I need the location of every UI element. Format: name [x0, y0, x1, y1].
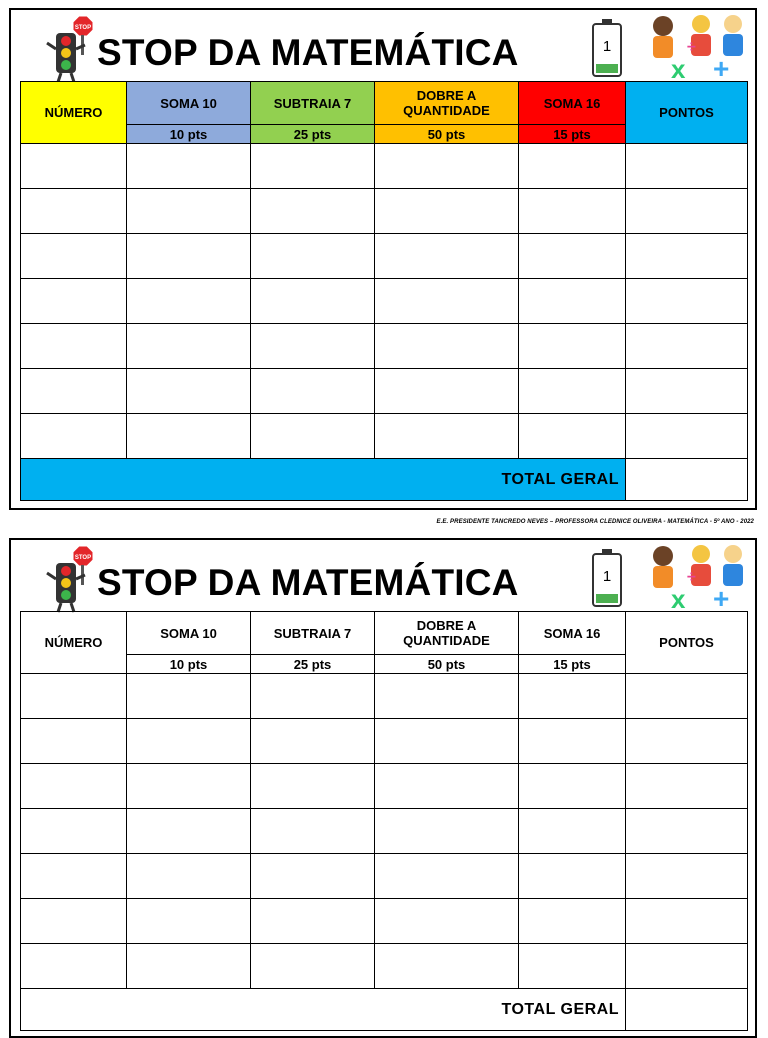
cell[interactable] [626, 944, 748, 989]
header-soma10: SOMA 10 [127, 612, 251, 655]
score-table [20, 611, 748, 1031]
battery-icon [590, 17, 624, 79]
stop-sheet-2 [9, 538, 757, 1038]
svg-text:x: x [671, 54, 686, 82]
cell[interactable] [21, 809, 127, 854]
cell[interactable] [375, 944, 519, 989]
header-soma16: SOMA 16 [519, 612, 626, 655]
cell[interactable] [127, 234, 251, 279]
cell[interactable] [519, 234, 626, 279]
cell[interactable] [251, 944, 375, 989]
cell[interactable] [626, 369, 748, 414]
header-soma16: SOMA 16 [519, 82, 626, 125]
cell[interactable] [626, 279, 748, 324]
cell[interactable] [375, 324, 519, 369]
cell[interactable] [127, 414, 251, 459]
header-dobre-line1: DOBRE A [416, 618, 477, 633]
cell[interactable] [519, 764, 626, 809]
total-label: TOTAL GERAL [21, 459, 626, 501]
cell[interactable] [127, 189, 251, 234]
cell[interactable] [375, 144, 519, 189]
cell[interactable] [375, 674, 519, 719]
cell[interactable] [375, 189, 519, 234]
points-subtraia7: 25 pts [251, 125, 375, 144]
cell[interactable] [127, 944, 251, 989]
cell[interactable] [626, 854, 748, 899]
header-dobre-line2: QUANTIDADE [403, 103, 490, 118]
cell[interactable] [519, 719, 626, 764]
header-dobre [375, 82, 519, 125]
cell[interactable] [519, 324, 626, 369]
cell[interactable] [127, 854, 251, 899]
cell[interactable] [519, 189, 626, 234]
total-label: TOTAL GERAL [21, 989, 626, 1031]
header-dobre-line1: DOBRE A [416, 88, 477, 103]
traffic-light-icon [39, 545, 99, 613]
cell[interactable] [626, 234, 748, 279]
sheet-header [11, 10, 755, 82]
table-row [21, 369, 748, 414]
cell[interactable] [519, 369, 626, 414]
cell[interactable] [21, 234, 127, 279]
footer-credit: E.E. PRESIDENTE TANCREDO NEVES – PROFESSORA CLEDNICE OLIVEIRA - MATEMÁTICA - 5º ANO - 2022 [436, 519, 754, 525]
cell[interactable] [251, 899, 375, 944]
cell[interactable] [251, 809, 375, 854]
cell[interactable] [21, 899, 127, 944]
cell[interactable] [626, 809, 748, 854]
battery-number: 1 [602, 568, 612, 585]
svg-text:+: + [713, 583, 730, 612]
stop-sign-icon [73, 16, 93, 36]
stop-sheet-1 [9, 8, 757, 510]
points-subtraia7: 25 pts [251, 655, 375, 674]
cell[interactable] [626, 324, 748, 369]
svg-text:x: x [671, 584, 686, 612]
cell[interactable] [21, 674, 127, 719]
table-row [21, 144, 748, 189]
cell[interactable] [21, 369, 127, 414]
table-row [21, 414, 748, 459]
header-subtraia7: SUBTRAIA 7 [251, 82, 375, 125]
cell[interactable] [21, 144, 127, 189]
cell[interactable] [251, 144, 375, 189]
cell[interactable] [251, 279, 375, 324]
cell[interactable] [251, 854, 375, 899]
total-row [21, 459, 748, 501]
cell[interactable] [127, 369, 251, 414]
cell[interactable] [519, 674, 626, 719]
cell[interactable] [626, 189, 748, 234]
battery-number: 1 [602, 38, 612, 55]
cell[interactable] [251, 764, 375, 809]
svg-text:+: + [713, 53, 730, 82]
table-row [21, 324, 748, 369]
cell[interactable] [21, 324, 127, 369]
table-row [21, 764, 748, 809]
header-dobre [375, 612, 519, 655]
cell[interactable] [626, 764, 748, 809]
svg-text:÷: ÷ [687, 39, 696, 56]
header-soma10: SOMA 10 [127, 82, 251, 125]
cell[interactable] [626, 414, 748, 459]
table-row [21, 674, 748, 719]
cell[interactable] [375, 719, 519, 764]
cell[interactable] [127, 279, 251, 324]
stop-sign-label: STOP [74, 25, 92, 31]
cell[interactable] [127, 764, 251, 809]
cell[interactable] [251, 234, 375, 279]
total-cell[interactable] [626, 459, 748, 501]
kids-math-illustration [641, 12, 749, 82]
cell[interactable] [251, 189, 375, 234]
header-subtraia7: SUBTRAIA 7 [251, 612, 375, 655]
points-soma16: 15 pts [519, 125, 626, 144]
score-table [20, 81, 748, 501]
cell[interactable] [519, 809, 626, 854]
total-cell[interactable] [626, 989, 748, 1031]
points-soma16: 15 pts [519, 655, 626, 674]
cell[interactable] [251, 414, 375, 459]
page-title: STOP DA MATEMÁTICA [97, 32, 519, 73]
table-row [21, 719, 748, 764]
cell[interactable] [127, 674, 251, 719]
cell[interactable] [519, 854, 626, 899]
header-pontos: PONTOS [626, 612, 748, 674]
table-row [21, 899, 748, 944]
table-row [21, 234, 748, 279]
cell[interactable] [251, 369, 375, 414]
cell[interactable] [21, 854, 127, 899]
battery-icon [590, 547, 624, 609]
table-row [21, 944, 748, 989]
cell[interactable] [375, 854, 519, 899]
page-title: STOP DA MATEMÁTICA [97, 562, 519, 603]
cell[interactable] [519, 144, 626, 189]
cell[interactable] [626, 899, 748, 944]
table-row [21, 809, 748, 854]
cell[interactable] [519, 414, 626, 459]
header-numero: NÚMERO [21, 612, 127, 674]
cell[interactable] [127, 324, 251, 369]
svg-text:÷: ÷ [687, 569, 696, 586]
cell[interactable] [251, 719, 375, 764]
points-dobre: 50 pts [375, 655, 519, 674]
traffic-light-icon [39, 15, 99, 83]
cell[interactable] [519, 279, 626, 324]
cell[interactable] [21, 764, 127, 809]
cell[interactable] [21, 719, 127, 764]
sheet-header [11, 540, 755, 612]
cell[interactable] [21, 189, 127, 234]
cell[interactable] [375, 764, 519, 809]
table-row [21, 189, 748, 234]
header-numero: NÚMERO [21, 82, 127, 144]
header-dobre-line2: QUANTIDADE [403, 633, 490, 648]
header-pontos: PONTOS [626, 82, 748, 144]
points-soma10: 10 pts [127, 125, 251, 144]
cell[interactable] [251, 324, 375, 369]
cell[interactable] [21, 414, 127, 459]
cell[interactable] [626, 674, 748, 719]
cell[interactable] [626, 719, 748, 764]
cell[interactable] [375, 899, 519, 944]
table-row [21, 279, 748, 324]
cell[interactable] [21, 944, 127, 989]
cell[interactable] [626, 144, 748, 189]
stop-sign-icon [73, 546, 93, 566]
stop-sign-label: STOP [74, 555, 92, 561]
cell[interactable] [127, 899, 251, 944]
cell[interactable] [375, 414, 519, 459]
cell[interactable] [375, 234, 519, 279]
cell[interactable] [127, 144, 251, 189]
cell[interactable] [519, 944, 626, 989]
total-row [21, 989, 748, 1031]
cell[interactable] [375, 809, 519, 854]
points-dobre: 50 pts [375, 125, 519, 144]
cell[interactable] [375, 369, 519, 414]
cell[interactable] [127, 719, 251, 764]
points-soma10: 10 pts [127, 655, 251, 674]
cell[interactable] [375, 279, 519, 324]
cell[interactable] [251, 674, 375, 719]
cell[interactable] [127, 809, 251, 854]
kids-math-illustration [641, 542, 749, 612]
table-row [21, 854, 748, 899]
cell[interactable] [21, 279, 127, 324]
cell[interactable] [519, 899, 626, 944]
